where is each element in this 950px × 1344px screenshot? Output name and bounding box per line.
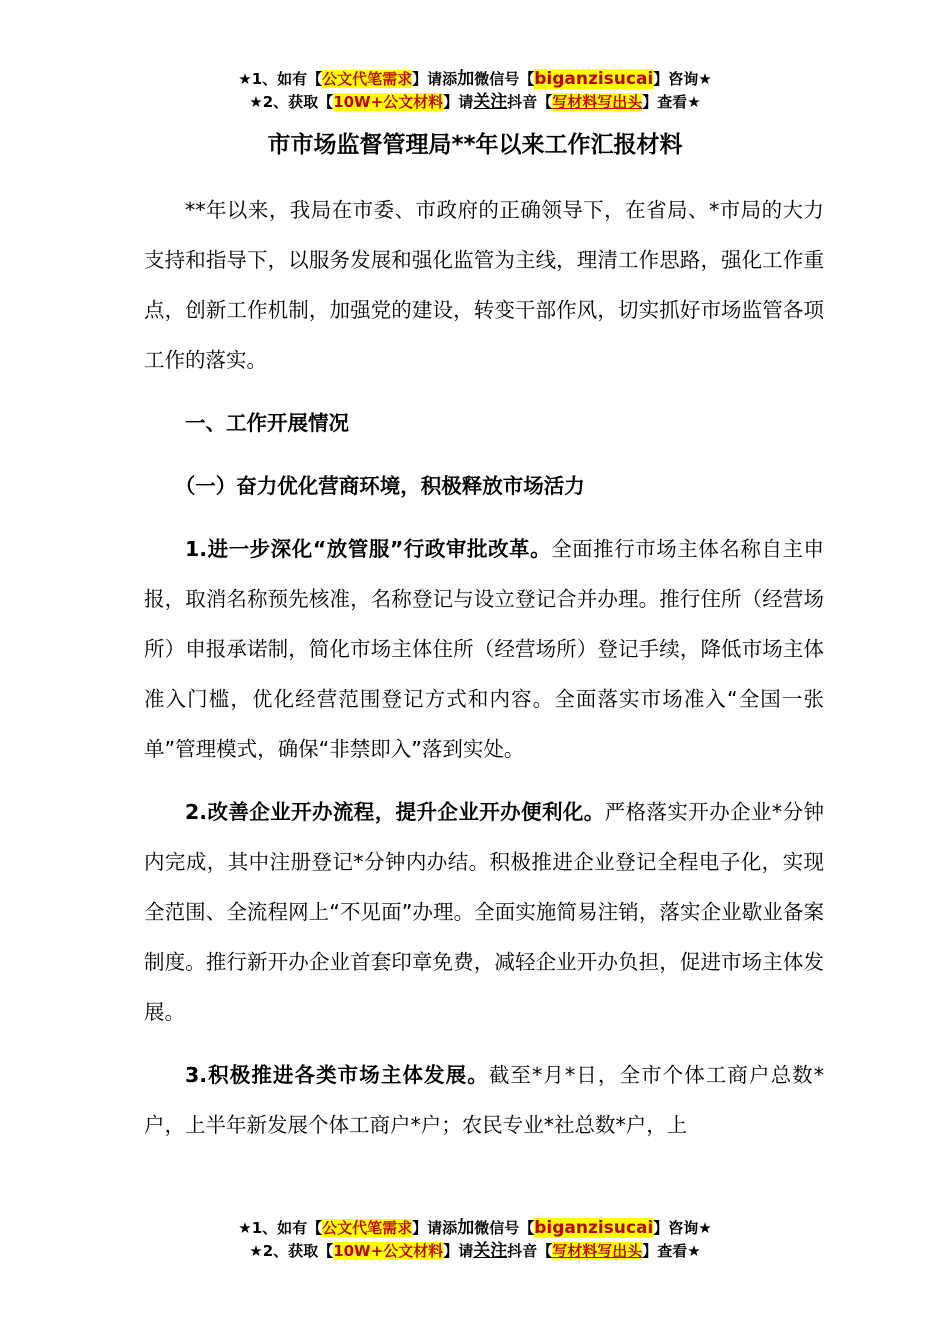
footer-ad-line-2 xyxy=(0,1240,950,1263)
ad-text: 加 xyxy=(457,69,475,89)
header-ad-line-1 xyxy=(0,68,950,91)
ad-text: 关注 xyxy=(473,92,508,112)
ad-highlight: 写材料写出头 xyxy=(552,1242,643,1260)
ad-highlight: 公文代笔需求 xyxy=(322,70,413,88)
ad-text: 】查看★ xyxy=(642,1242,701,1260)
intro-paragraph: **年以来，我局在市委、市政府的正确领导下，在省局、*市局的大力支持和指导下，以服务发展和强化监管为主线，理清工作思路，强化工作重点，创新工作机制，加强党的建设，转变干部作风，切实抓好市场监管各项工作的落实。 xyxy=(144,198,824,372)
item-lead: 3.积极推进各类市场主体发展。 xyxy=(185,1063,489,1087)
ad-text: 】咨询★ xyxy=(653,70,712,88)
item-paragraph-2 xyxy=(144,787,824,1037)
ad-text: 】请添 xyxy=(412,1219,458,1237)
ad-highlight: 10W+公文材料 xyxy=(333,1242,444,1260)
ad-highlight: 写材料写出头 xyxy=(552,93,643,111)
ad-highlight: 公文代笔需求 xyxy=(322,1219,413,1237)
ad-text: 微信号【 xyxy=(474,1219,535,1237)
ad-text: 抖音【 xyxy=(507,93,553,111)
item-lead: 1.进一步深化“放管服”行政审批改革。 xyxy=(185,537,552,561)
ad-text: 】请 xyxy=(443,93,474,111)
item-text: 截至*月*日，全市个体工商户总数*户，上半年新发展个体工商户*户；农民专业*社总数*户，上 xyxy=(144,1063,824,1137)
ad-text: ★1、如有【 xyxy=(238,70,323,88)
ad-text: 】请 xyxy=(443,1242,474,1260)
document-title: 市市场监督管理局**年以来工作汇报材料 xyxy=(267,132,683,158)
subsection-heading: （一）奋力优化营商环境，积极释放市场活力 xyxy=(174,474,585,498)
ad-text: 抖音【 xyxy=(507,1242,553,1260)
item-lead: 2.改善企业开办流程，提升企业开办便利化。 xyxy=(185,800,605,824)
footer-ad-line-1 xyxy=(0,1217,950,1240)
item-text: 严格落实开办企业*分钟内完成，其中注册登记*分钟内办结。积极推进企业登记全程电子化，实现全范围、全流程网上“不见面”办理。全面实施简易注销，落实企业歇业备案制度。推行新开办企业首套印章免费，减轻企业开办负担，促进市场主体发展。 xyxy=(144,800,824,1024)
section-heading: 一、工作开展情况 xyxy=(185,411,349,435)
ad-wechat-id: biganzisucai xyxy=(534,69,654,89)
item-text: 全面推行市场主体名称自主申报，取消名称预先核准，名称登记与设立登记合并办理。推行住所（经营场所）申报承诺制，简化市场主体住所（经营场所）登记手续，降低市场主体准入门槛，优化经营范围登记方式和内容。全面落实市场准入“全国一张单”管理模式，确保“非禁即入”落到实处。 xyxy=(144,537,825,761)
header-ad-line-2 xyxy=(0,91,950,114)
document-body xyxy=(144,185,824,1150)
ad-text: 微信号【 xyxy=(474,70,535,88)
ad-text: 】查看★ xyxy=(642,93,701,111)
ad-text: 加 xyxy=(457,1218,475,1238)
ad-text: ★2、获取【 xyxy=(249,93,334,111)
ad-text: 】请添 xyxy=(412,70,458,88)
ad-text: ★1、如有【 xyxy=(238,1219,323,1237)
ad-wechat-id: biganzisucai xyxy=(534,1218,654,1238)
ad-text: 关注 xyxy=(473,1241,508,1261)
item-paragraph-1 xyxy=(144,524,824,774)
footer-ad xyxy=(0,1217,950,1263)
ad-highlight: 10W+公文材料 xyxy=(333,93,444,111)
ad-text: 】咨询★ xyxy=(653,1219,712,1237)
ad-text: ★2、获取【 xyxy=(249,1242,334,1260)
item-paragraph-3 xyxy=(144,1050,824,1150)
header-ad xyxy=(0,68,950,114)
